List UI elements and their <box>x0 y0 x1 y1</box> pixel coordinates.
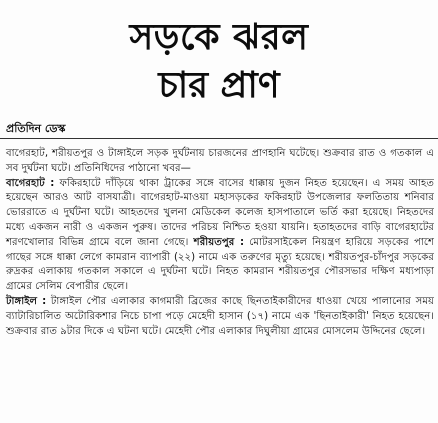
section-text-tangail: টাঙ্গাইল পৌর এলাকার কাগমারী ব্রিজের কাছে ছিনতাইকারীদের ধাওয়া খেয়ে পালানোর সময় ব্যাটারিচালিত অটোরিকশার নিচে চাপা পড়ে মেহেদী হাসান (১৭) নামে এক 'ছিনতাইকারী' নিহত হয়েছেন। শুক্রবার রাত ৯টার দিকে এ ঘটনা ঘটে। মেহেদী পৌর এলাকার দিঘুলীয়া গ্রামের মোসলেম উদ্দিনের ছেলে। <box>6 295 434 337</box>
article-paragraph <box>6 177 434 295</box>
article-paragraph <box>6 295 434 339</box>
dateline-shariatpur: শরীয়তপুর : <box>193 236 245 248</box>
intro-text: বাগেরহাট, শরীয়তপুর ও টাঙ্গাইলে সড়ক দুর্ঘটনায় চারজনের প্রাণহানি ঘটেছে। শুক্রবার রাত ও গতকাল এ সব দুর্ঘটনা ঘটে। প্রতিনিধিদের পাঠানো খবর— <box>6 148 434 174</box>
headline-line-2: চার প্রাণ <box>158 65 280 106</box>
article-paragraph <box>6 147 434 177</box>
dateline-tangail: টাঙ্গাইল : <box>6 295 47 307</box>
byline-divider <box>0 138 438 139</box>
section-text-bagerhat: ফকিরহাটে দাঁড়িয়ে থাকা ট্রাকের সঙ্গে বাসের ধাক্কায় দুজন নিহত হয়েছেন। এ সময় আহত হয়েছেন আরও আট বাসযাত্রী। বাগেরহাট-মাওয়া মহাসড়কের ফকিরহাট উপজেলার ফলতিতায় শনিবার ভোররাতে এ দুর্ঘটনা ঘটে। আহতদের খুলনা মেডিকেল কলেজ হাসপাতালে ভর্তি করা হয়েছে। নিহতদের মধ্যে একজন নারী ও একজন পুরুষ। তাদের পরিচয় নিশ্চিত হওয়া যায়নি। হতাহতদের বাড়ি বাগেরহাটের শরণখোলার বিভিন্ন গ্রামে বলে জানা গেছে। <box>6 177 434 248</box>
headline-line-1: সড়কে ঝরল <box>129 17 309 58</box>
section-text-shariatpur: মোটরসাইকেল নিয়ন্ত্রণ হারিয়ে সড়কের পাশে গাছের সঙ্গে ধাক্কা লেগে কামরান ব্যাপারী (২২) নামে এক তরুণের মৃত্যু হয়েছে। শরীয়তপুর-চাঁদপুর সড়কের রুদ্রকর এলাকায় গতকাল সকালে এ দুর্ঘটনা ঘটে। নিহত কামরান শরীয়তপুর পৌরসভার দক্ষিণ মধ্যপাড়া গ্রামের সেলিম বেপারীর ছেলে। <box>6 236 434 293</box>
byline: প্রতিদিন ডেস্ক <box>6 122 66 135</box>
dateline-bagerhat: বাগেরহাট : <box>6 177 55 189</box>
article-body <box>6 147 434 339</box>
